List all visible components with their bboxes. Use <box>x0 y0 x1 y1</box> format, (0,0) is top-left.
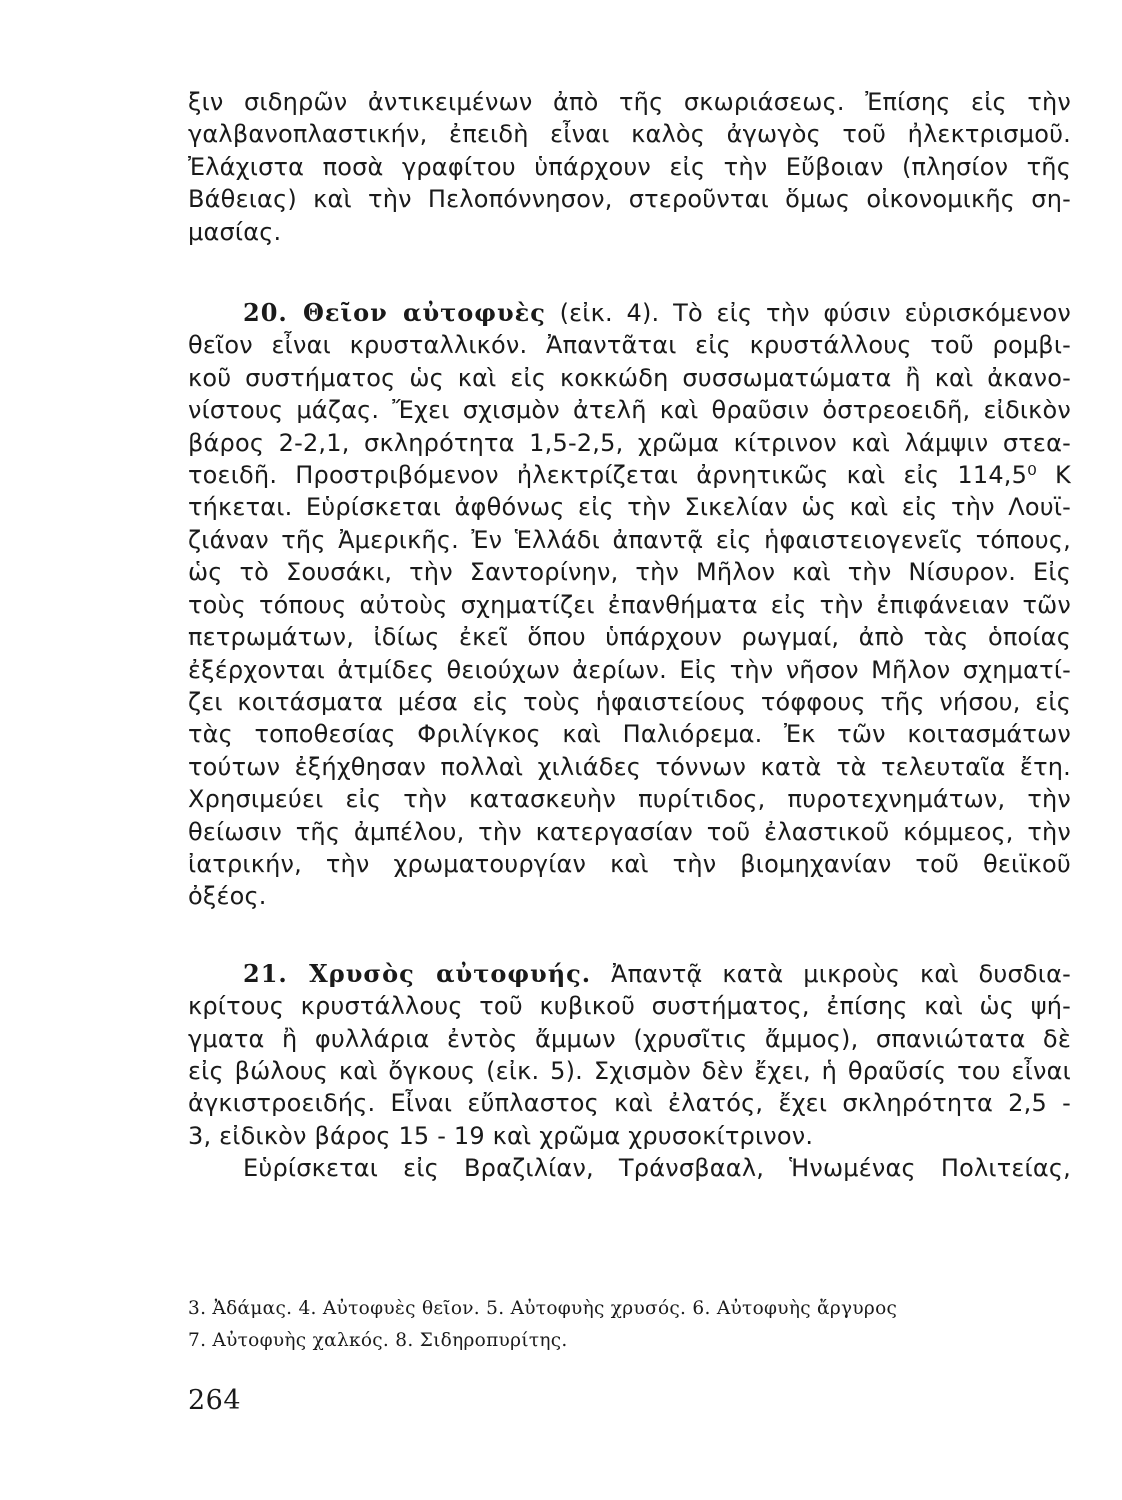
text-line: Βάθειας) καὶ τὴν Πελοπόννησον, στεροῦνται ὅμως οἰκονομικῆς ση- <box>188 185 1071 214</box>
section-21-first-line <box>188 958 1071 990</box>
page-body <box>188 86 1071 1185</box>
text-line: Εὑρίσκεται εἰς Βραζιλίαν, Τράνσβααλ, Ἡνωμένας Πολιτείας, <box>243 1154 1071 1183</box>
text-line: τοειδῆ. Προστριβόμενον ἠλεκτρίζεται ἀρνητικῶς καὶ εἰς 114,5⁰ Κ <box>188 461 1071 490</box>
text-line: 3, εἰδικὸν βάρος 15 - 19 καὶ χρῶμα χρυσοκίτρινον. <box>188 1121 814 1150</box>
text-line: νίστους μάζας. Ἔχει σχισμὸν ἀτελῆ καὶ θραῦσιν ὀστρεοειδῆ, εἰδικὸν <box>188 396 1071 425</box>
footnote-line: 7. Αὐτοφυὴς χαλκός. 8. Σιδηροπυρίτης. <box>188 1330 568 1351</box>
text-line: γαλβανοπλαστικήν, ἐπειδὴ εἶναι καλὸς ἀγωγὸς τοῦ ἠλεκτρισμοῦ. <box>188 120 1071 149</box>
section-20 <box>188 297 1071 913</box>
footnote-line: 3. Ἀδάμας. 4. Αὐτοφυὲς θεῖον. 5. Αὐτοφυὴς χρυσός. 6. Αὐτοφυὴς ἄργυρος <box>188 1298 898 1319</box>
top-paragraph <box>188 86 1071 248</box>
text-line: θεῖον εἶναι κρυσταλλικόν. Ἀπαντᾶται εἰς κρυστάλλους τοῦ ρομβι- <box>188 331 1071 360</box>
text-line: ξιν σιδηρῶν ἀντικειμένων ἀπὸ τῆς σκωριάσεως. Ἐπίσης εἰς τὴν <box>188 88 1071 116</box>
footnotes <box>188 1293 1071 1357</box>
section-21 <box>188 958 1071 1185</box>
text-line: τήκεται. Εὑρίσκεται ἀφθόνως εἰς τὴν Σικελίαν ὡς καὶ εἰς τὴν Λουϊ- <box>188 493 1071 522</box>
section-21-heading: 21. Χρυσὸς αὐτοφυής. <box>243 958 592 988</box>
text-line: εἰς βώλους καὶ ὄγκους (εἰκ. 5). Σχισμὸν δὲν ἔχει, ἡ θραῦσίς του εἶναι <box>188 1056 1071 1085</box>
text-line: Ἐλάχιστα ποσὰ γραφίτου ὑπάρχουν εἰς τὴν Εὔβοιαν (πλησίον τῆς <box>188 152 1071 181</box>
section-20-first-line <box>188 297 1071 329</box>
section-20-heading: 20. Θεῖον αὐτοφυὲς <box>243 298 546 328</box>
text-line: ἀγκιστροειδής. Εἶναι εὔπλαστος καὶ ἐλατός, ἔχει σκληρότητα 2,5 - <box>188 1089 1071 1118</box>
section-20-first-line-text: (εἰκ. 4). Τὸ εἰς τὴν φύσιν εὑρισκόμενον <box>545 299 1071 328</box>
text-line: θείωσιν τῆς ἀμπέλου, τὴν κατεργασίαν τοῦ ἐλαστικοῦ κόμμεος, τὴν <box>188 817 1071 846</box>
text-line: κρίτους κρυστάλλους τοῦ κυβικοῦ συστήματος, ἐπίσης καὶ ὡς ψή- <box>188 992 1071 1021</box>
text-line: ὡς τὸ Σουσάκι, τὴν Σαντορίνην, τὴν Μῆλον καὶ τὴν Νίσυρον. Εἰς <box>188 558 1071 587</box>
text-line: τοὺς τόπους αὐτοὺς σχηματίζει ἐπανθήματα εἰς τὴν ἐπιφάνειαν τῶν <box>188 590 1071 619</box>
page-number: 264 <box>188 1385 242 1416</box>
text-line: γματα ἢ φυλλάρια ἐντὸς ἄμμων (χρυσῖτις ἄμμος), σπανιώτατα δὲ <box>188 1024 1071 1053</box>
text-line: βάρος 2-2,1, σκληρότητα 1,5-2,5, χρῶμα κίτρινον καὶ λάμψιν στεα- <box>188 428 1071 457</box>
text-line: Χρησιμεύει εἰς τὴν κατασκευὴν πυρίτιδος, πυροτεχνημάτων, τὴν <box>188 785 1071 814</box>
text-line: μασίας. <box>188 217 282 246</box>
text-line: ζιάναν τῆς Ἀμερικῆς. Ἐν Ἑλλάδι ἀπαντᾷ εἰς ἡφαιστειογενεῖς τόπους, <box>188 525 1071 554</box>
text-line: πετρωμάτων, ἰδίως ἐκεῖ ὅπου ὑπάρχουν ρωγμαί, ἀπὸ τὰς ὁποίας <box>188 623 1071 652</box>
section-21-first-line-text: Ἀπαντᾷ κατὰ μικροὺς καὶ δυσδια- <box>591 959 1071 988</box>
text-line: ζει κοιτάσματα μέσα εἰς τοὺς ἡφαιστείους τόφφους τῆς νήσου, εἰς <box>188 687 1071 716</box>
text-line: τὰς τοποθεσίας Φριλίγκος καὶ Παλιόρεμα. Ἐκ τῶν κοιτασμάτων <box>188 720 1071 749</box>
text-line: ἰατρικήν, τὴν χρωματουργίαν καὶ τὴν βιομηχανίαν τοῦ θειϊκοῦ <box>188 849 1071 878</box>
text-line: ὀξέος. <box>188 882 267 911</box>
text-line: ἐξέρχονται ἀτμίδες θειούχων ἀερίων. Εἰς τὴν νῆσον Μῆλον σχηματί- <box>188 655 1071 684</box>
text-line: τούτων ἐξήχθησαν πολλαὶ χιλιάδες τόννων κατὰ τὰ τελευταῖα ἔτη. <box>188 752 1071 781</box>
text-line: κοῦ συστήματος ὡς καὶ εἰς κοκκώδη συσσωματώματα ἢ καὶ ἀκανο- <box>188 363 1071 392</box>
